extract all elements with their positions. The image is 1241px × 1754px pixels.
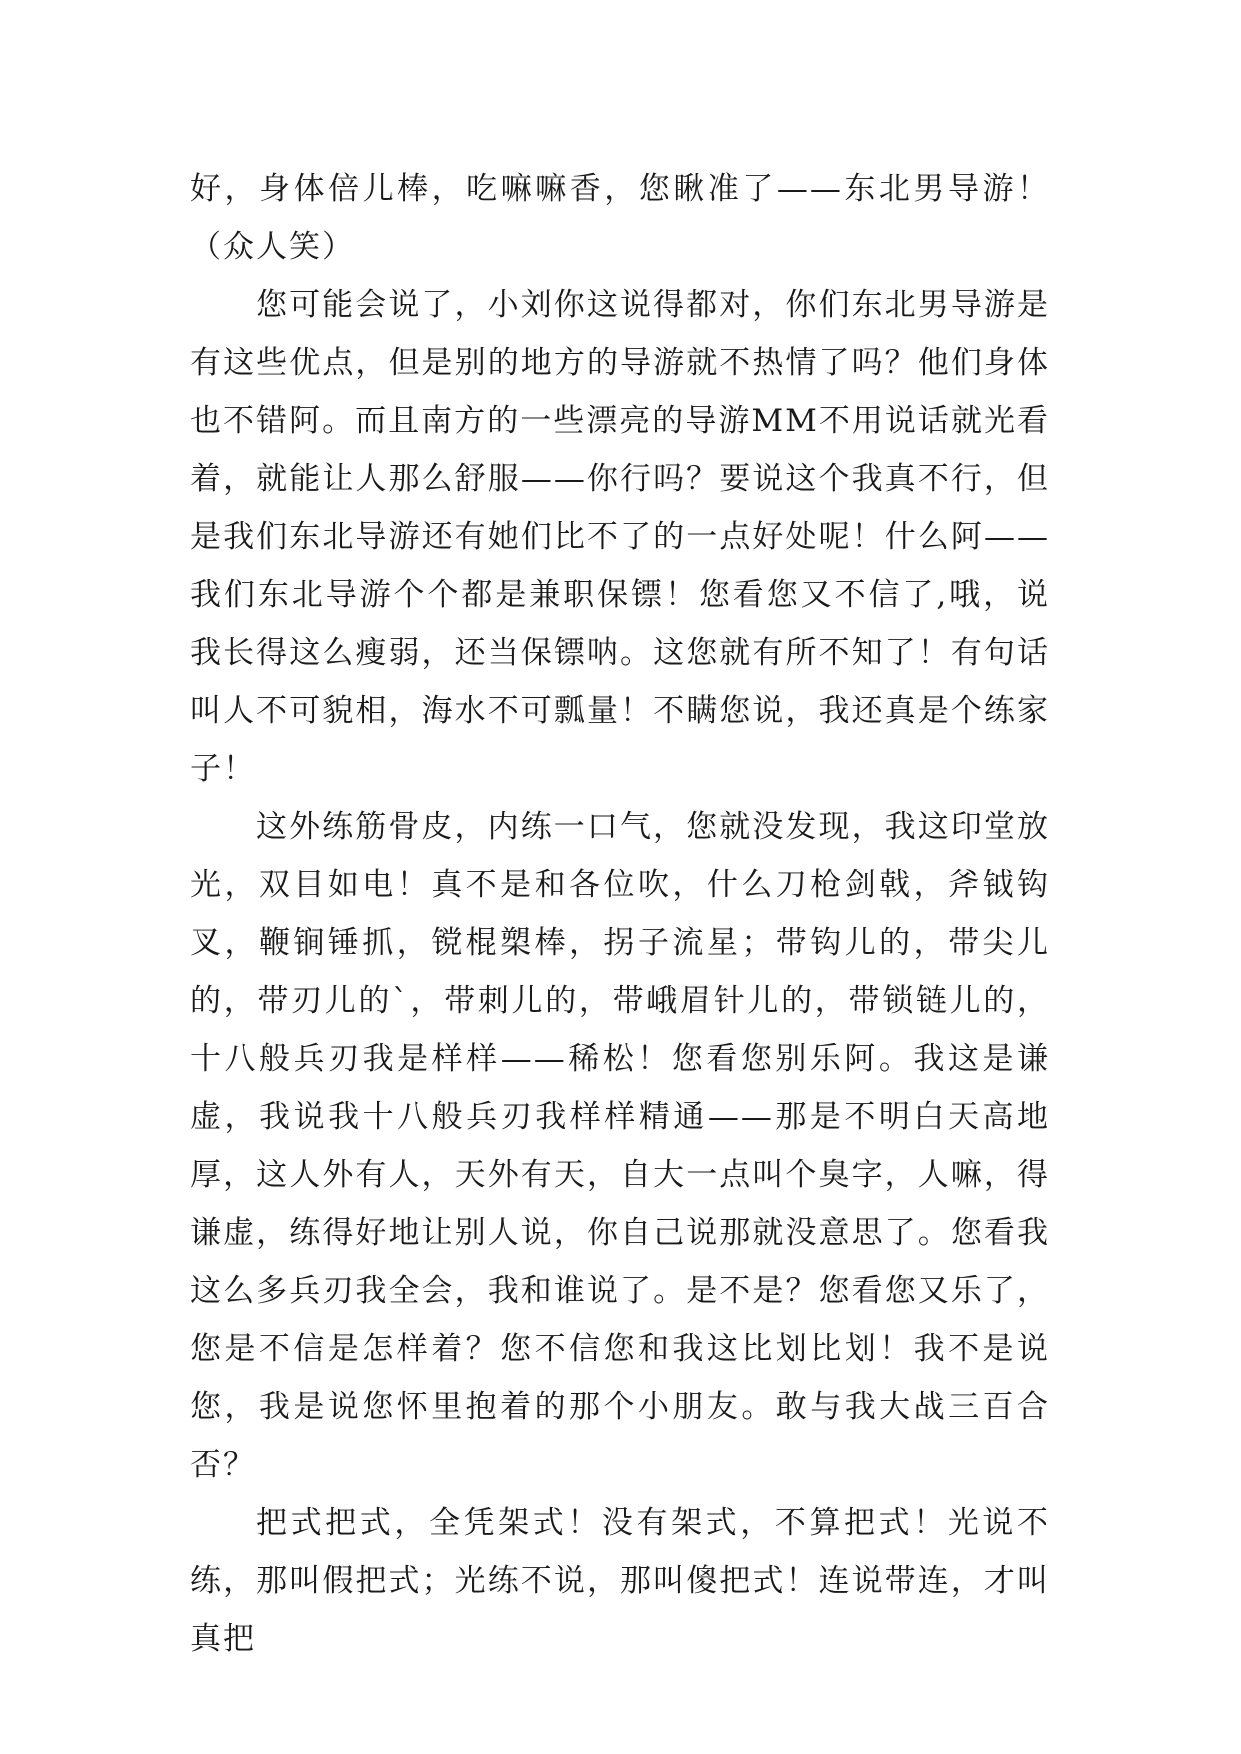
paragraph-1: 好，身体倍儿棒，吃嘛嘛香，您瞅准了——东北男导游！（众人笑）	[190, 171, 1050, 265]
paragraph-4: 把式把式，全凭架式！没有架式，不算把式！光说不练，那叫假把式；光练不说，那叫傻把式！连说带连，才叫真把	[190, 1505, 1050, 1657]
paragraph-2: 您可能会说了，小刘你这说得都对，你们东北男导游是有这些优点，但是别的地方的导游就不热情了吗？他们身体也不错阿。而且南方的一些漂亮的导游MM不用说话就光看着，就能让人那么舒服——你行吗？要说这个我真不行，但是我们东北导游还有她们比不了的一点好处呢！什么阿——我们东北导游个个都是兼职保镖！您看您又不信了,哦，说我长得这么瘦弱，还当保镖呐。这您就有所不知了！有句话叫人不可貌相，海水不可瓢量！不瞒您说，我还真是个练家子！	[190, 287, 1050, 787]
paragraph-3: 这外练筋骨皮，内练一口气，您就没发现，我这印堂放光，双目如电！真不是和各位吹，什么刀枪剑戟，斧钺钩叉，鞭锏锤抓，镋棍槊棒，拐子流星；带钩儿的，带尖儿的，带刃儿的`，带刺儿的，带峨眉针儿的，带锁链儿的，十八般兵刃我是样样——稀松！您看您别乐阿。我这是谦虚，我说我十八般兵刃我样样精通——那是不明白天高地厚，这人外有人，天外有天，自大一点叫个臭字，人嘛，得谦虚，练得好地让别人说，你自己说那就没意思了。您看我这么多兵刃我全会，我和谁说了。是不是？您看您又乐了，您是不信是怎样着？您不信您和我这比划比划！我不是说您，我是说您怀里抱着的那个小朋友。敢与我大战三百合否？	[190, 809, 1050, 1483]
document-body	[190, 160, 1050, 1668]
